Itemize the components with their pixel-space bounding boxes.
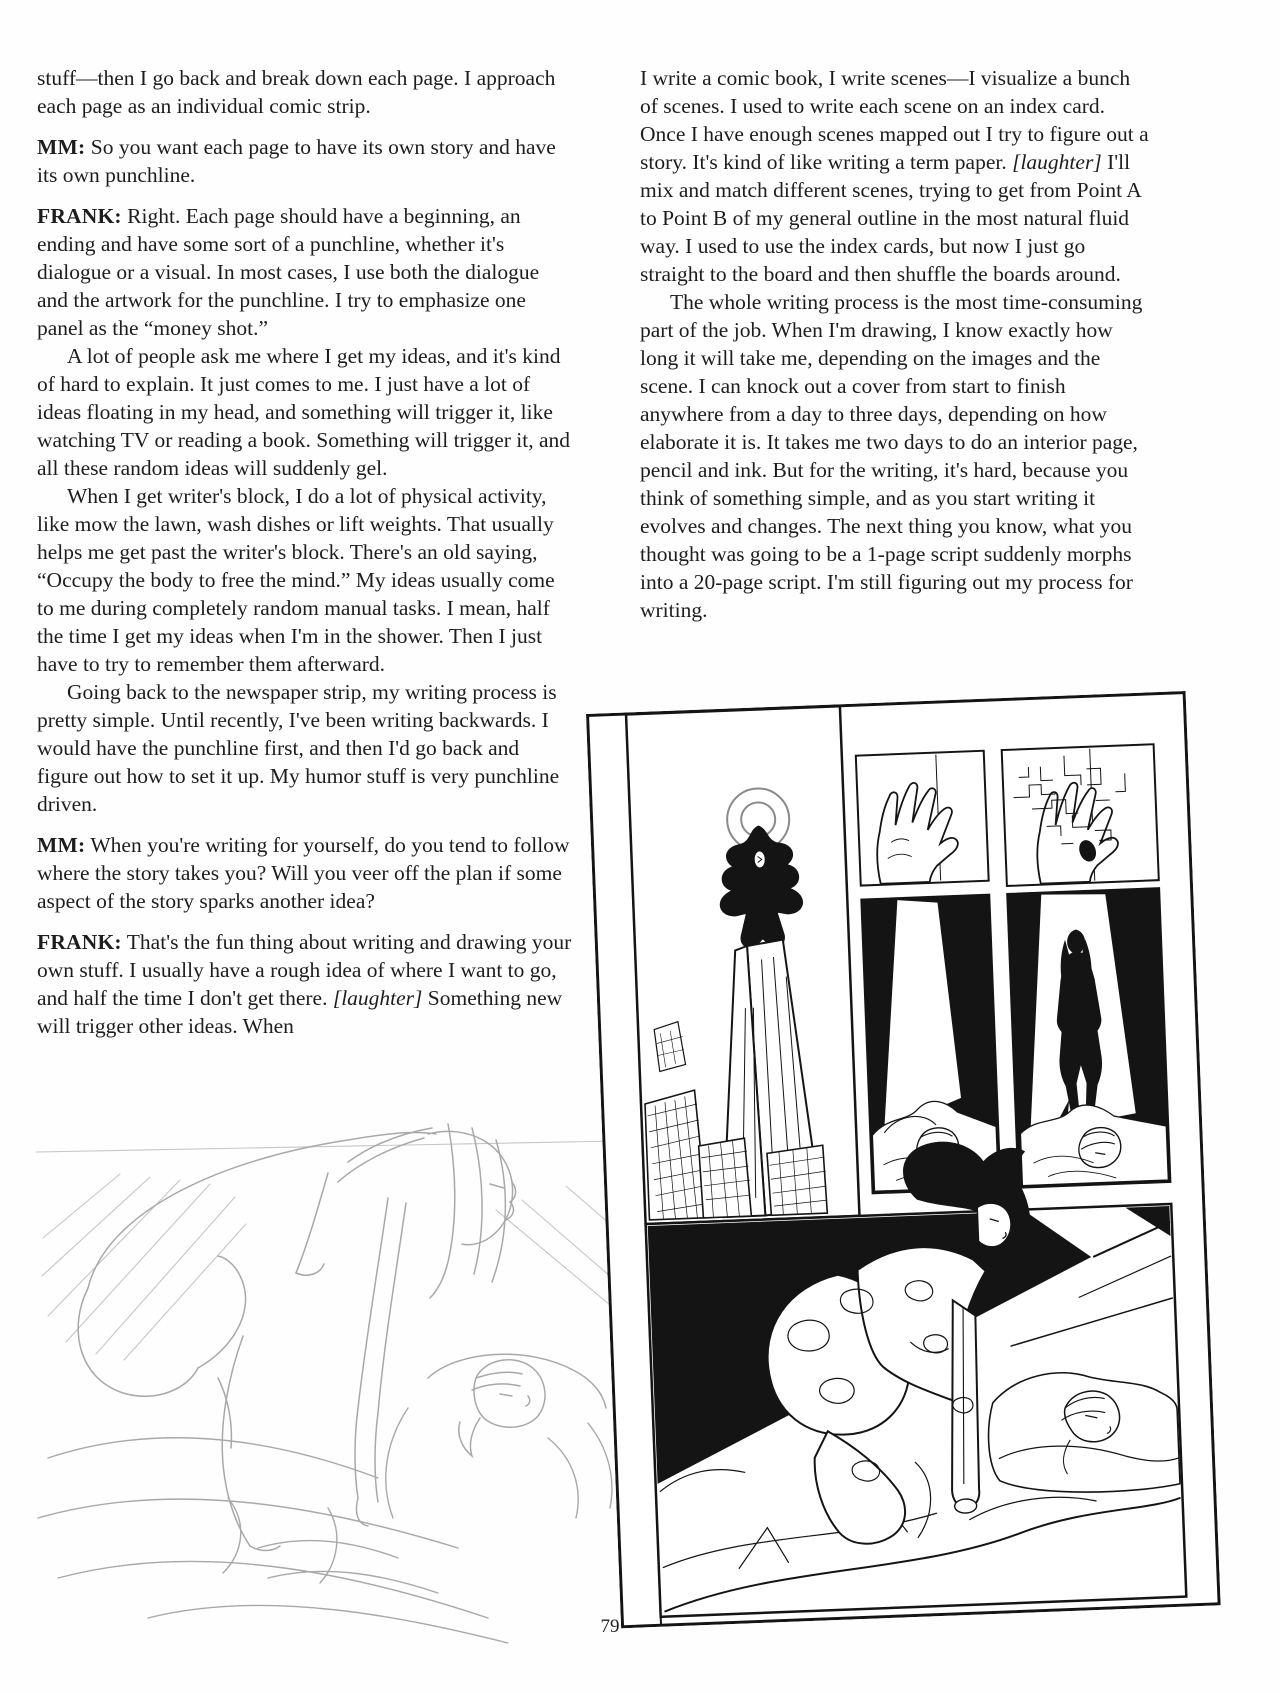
comic-panel-hand bbox=[856, 751, 989, 886]
page-number: 79 bbox=[600, 1616, 620, 1637]
interview-paragraph: stuff—then I go back and break down each page. I approach each page as an individual comic strip. bbox=[37, 66, 556, 118]
interview-paragraph: A lot of people ask me where I get my ideas, and it's kind of hard to explain. It just comes to me. I just have a lot of ideas floating in my head, and something will trigger it, like watching TV or reading a book. Something will trigger it, and all these random ideas will suddenly gel. bbox=[37, 344, 571, 480]
interview-speaker-paragraph: MM: When you're writing for yourself, do you tend to follow where the story takes you? Will you veer off the plan if some aspect of the story sparks another idea? bbox=[37, 833, 570, 913]
speaker-label: FRANK: bbox=[37, 930, 122, 954]
speaker-label: MM: bbox=[37, 135, 86, 159]
pencil-sketch-artwork bbox=[28, 1078, 628, 1664]
interview-paragraph: Going back to the newspaper strip, my writing process is pretty simple. Until recently, I've been writing backwards. I would have the punchline first, and then I'd go back and figure out how to set it up. My humor stuff is very punchline driven. bbox=[37, 680, 560, 816]
stage-direction: [laughter] bbox=[332, 986, 423, 1010]
sketch-sleeping-woman bbox=[428, 1354, 606, 1456]
comic-panel-hand-circuit bbox=[1002, 744, 1159, 886]
interview-paragraph: The whole writing process is the most time-consuming part of the job. When I'm drawing, I know exactly how long it will take me, depending on the images and the scene. I can knock out a cover from start to finish anywhere from a day to three days, depending on how elaborate it is. It takes me two days to do an interior page, pencil and ink. But for the writing, it's hard, because you think of something simple, and as you start writing it evolves and changes. The next thing you know, what you thought was going to be a 1-page script suddenly morphs into a 20-page script. I'm still figuring out my process for writing. bbox=[640, 290, 1143, 622]
inked-comic-page-artwork bbox=[586, 691, 1221, 1628]
stage-direction: [laughter] bbox=[1012, 150, 1102, 174]
comic-panel-skyscraper bbox=[626, 706, 859, 1224]
comic-panel-silhouette bbox=[1007, 888, 1170, 1188]
interview-speaker-paragraph: FRANK: That's the fun thing about writing and drawing your own stuff. I usually have a rough idea of where I want to go, and half the time I don't get there. [laughter] Something new will trigger other ideas. When bbox=[37, 930, 572, 1038]
sketch-bedding bbox=[38, 1408, 612, 1643]
interview-paragraph: I write a comic book, I write scenes—I visualize a bunch of scenes. I used to write each scene on an index card. Once I have enough scenes mapped out I try to figure out a story. It's kind of like writing a term paper. [laughter] I'll mix and match different scenes, trying to get from Point A to Point B of my general outline in the most natural fluid way. I used to use the index cards, but now I just go straight to the board and then shuffle the boards around. bbox=[640, 66, 1149, 286]
interview-speaker-paragraph: FRANK: Right. Each page should have a beginning, an ending and have some sort of a punchline, whether it's dialogue or a visual. In most cases, I use both the dialogue and the artwork for the punchline. I try to emphasize one panel as the “money shot.” bbox=[37, 204, 540, 340]
text-column-right bbox=[640, 64, 1152, 624]
speaker-label: MM: bbox=[37, 833, 86, 857]
interview-paragraph: When I get writer's block, I do a lot of physical activity, like mow the lawn, wash dishes or lift weights. That usually helps me get past the writer's block. There's an old saying, “Occupy the body to free the mind.” My ideas usually come to me during completely random manual tasks. I mean, half the time I get my ideas when I'm in the shower. Then I just have to try to remember them afterward. bbox=[37, 484, 555, 676]
sketch-guide-lines bbox=[36, 1141, 626, 1360]
interview-speaker-paragraph: MM: So you want each page to have its own story and have its own punchline. bbox=[37, 135, 556, 187]
text-column-left bbox=[37, 64, 574, 1040]
speaker-label: FRANK: bbox=[37, 204, 122, 228]
